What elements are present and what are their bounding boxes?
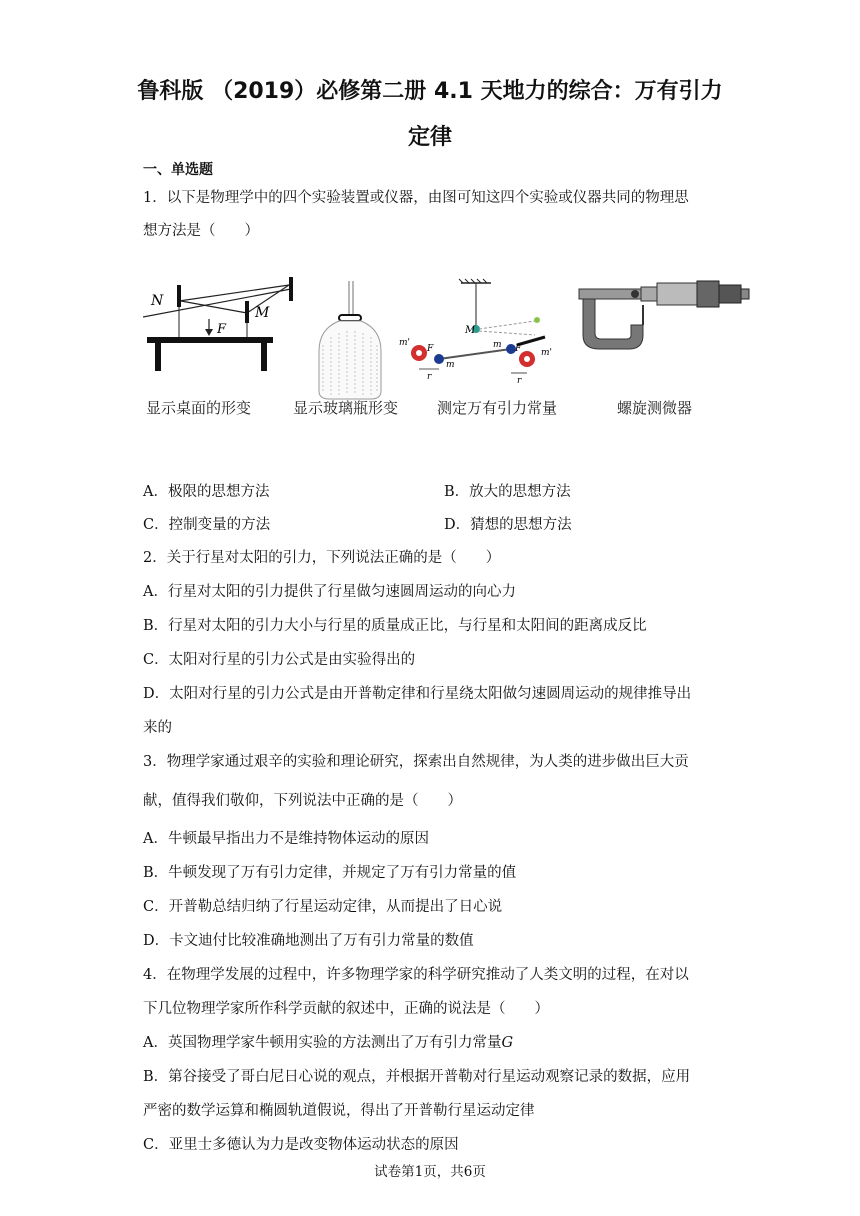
q2-option-b: B．行星对太阳的引力大小与行星的质量成正比，与行星和太阳间的距离成反比 <box>143 618 647 634</box>
caption-micrometer: 螺旋测微器 <box>617 399 693 417</box>
micrometer-diagram <box>579 281 749 349</box>
q2-option-d-line-2: 来的 <box>143 720 172 736</box>
q1-option-d: D．猜想的思想方法 <box>444 517 572 533</box>
page-footer: 试卷第1页，共6页 <box>374 1164 486 1180</box>
caption-cavendish: 测定万有引力常量 <box>437 399 558 417</box>
label-torsion-m: M <box>465 325 476 336</box>
caption-desk: 显示桌面的形变 <box>146 399 252 417</box>
q3-option-a: A．牛顿最早指出力不是维持物体运动的原因 <box>143 831 429 847</box>
label-f: F <box>217 322 227 337</box>
label-m-left: m <box>446 360 455 370</box>
q1-stem-line-2: 想方法是（ ） <box>143 223 259 239</box>
glass-bottle-diagram <box>319 281 381 399</box>
label-r-right: r <box>517 376 522 386</box>
q4-option-c: C．亚里士多德认为力是改变物体运动状态的原因 <box>143 1137 459 1153</box>
q2-option-c: C．太阳对行星的引力公式是由实验得出的 <box>143 652 416 668</box>
label-m-prime-right: m' <box>541 348 553 358</box>
q1-option-a: A．极限的思想方法 <box>143 484 270 500</box>
label-m-right: m <box>493 340 502 350</box>
q3-option-d: D．卡文迪付比较准确地测出了万有引力常量的数值 <box>143 933 474 949</box>
q3-option-c: C．开普勒总结归纳了行星运动定律，从而提出了日心说 <box>143 899 503 915</box>
torsion-balance-diagram <box>399 279 552 386</box>
q4-option-a-symbol: G <box>501 1035 514 1051</box>
q4-option-a <box>143 1031 513 1052</box>
q2-option-d-line-1: D．太阳对行星的引力公式是由开普勒定律和行星绕太阳做匀速圆周运动的规律推导出 <box>143 686 692 702</box>
label-n: N <box>151 293 164 309</box>
q1-stem-line-1: 1．以下是物理学中的四个实验装置或仪器，由图可知这四个实验或仪器共同的物理思 <box>143 190 689 206</box>
q1-option-c: C．控制变量的方法 <box>143 517 271 533</box>
q1-option-b: B．放大的思想方法 <box>444 484 571 500</box>
label-m-prime-left: m' <box>399 338 411 348</box>
q2-option-a: A．行星对太阳的引力提供了行星做匀速圆周运动的向心力 <box>143 584 516 600</box>
q3-option-b: B．牛顿发现了万有引力定律，并规定了万有引力常量的值 <box>143 865 517 881</box>
title-line-2: 定律 <box>407 125 452 150</box>
q4-stem-line-2: 下几位物理学家所作科学贡献的叙述中，正确的说法是（ ） <box>143 1001 549 1017</box>
label-r-left: r <box>427 372 432 382</box>
desk-deformation-diagram <box>143 277 293 371</box>
label-f-right: F <box>515 344 522 354</box>
q3-stem-line-1: 3．物理学家通过艰辛的实验和理论研究，探索出自然规律，为人类的进步做出巨大贡 <box>143 754 689 770</box>
q4-option-a-text: A．英国物理学家牛顿用实验的方法测出了万有引力常量 <box>143 1035 502 1051</box>
q4-stem-line-1: 4．在物理学发展的过程中，许多物理学家的科学研究推动了人类文明的过程，在对以 <box>143 967 689 983</box>
q2-stem: 2．关于行星对太阳的引力，下列说法正确的是（ ） <box>143 550 501 566</box>
q3-stem-line-2: 献，值得我们敬仰，下列说法中正确的是（ ） <box>143 793 462 809</box>
label-m: M <box>255 305 270 321</box>
label-f-left: F <box>427 344 434 354</box>
q4-option-b-line-2: 严密的数学运算和椭圆轨道假说，得出了开普勒行星运动定律 <box>143 1103 535 1119</box>
title-line-1: 鲁科版 （2019）必修第二册 4.1 天地力的综合：万有引力 <box>137 79 723 104</box>
q4-option-b-line-1: B．第谷接受了哥白尼日心说的观点，并根据开普勒对行星运动观察记录的数据，应用 <box>143 1069 691 1085</box>
section-heading: 一、单选题 <box>143 162 213 178</box>
caption-bottle: 显示玻璃瓶形变 <box>293 399 399 417</box>
